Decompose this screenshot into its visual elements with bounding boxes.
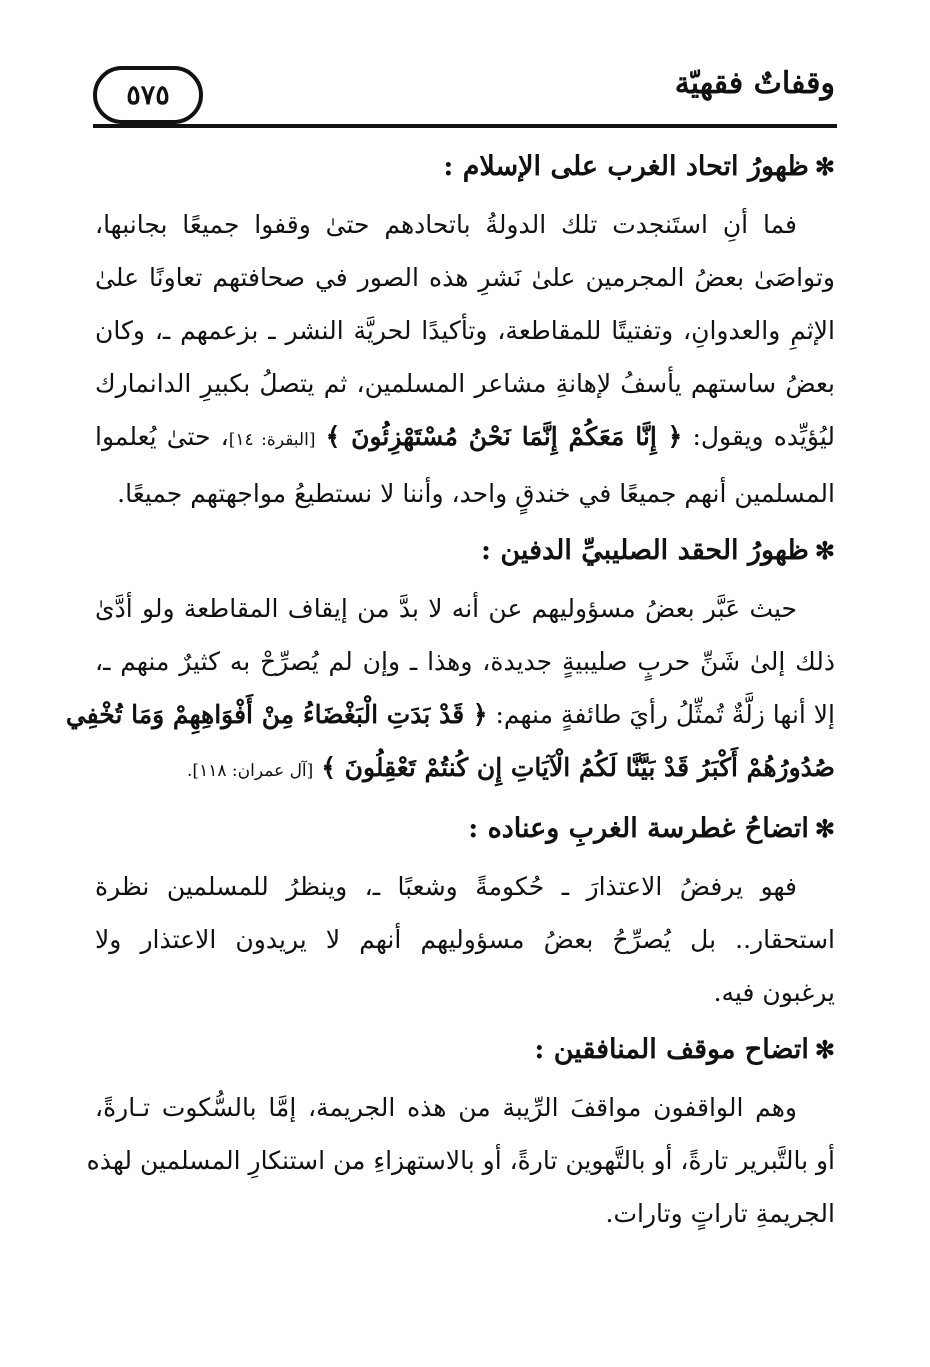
text-line: المسلمين أنهم جميعًا في خندقٍ واحد، وأننا لا نستطيعُ مواجهتهم جميعًا. [117, 479, 835, 508]
asterisk-icon: ✻ [814, 814, 835, 843]
page-number: ٥٧٥ [126, 79, 170, 111]
text-line: إلا أنها زلَّةٌ تُمثِّلُ رأيَ طائفةٍ منهم: ﴿ قَدْ بَدَتِ الْبَغْضَاءُ مِنْ أَفْوَاهِهِمْ وَمَا تُخْفِي [65, 700, 835, 729]
text-line: وتواصَىٰ بعضُ المجرمين علىٰ نَشرِ هذه الصور في صحافتهم تعاونًا علىٰ [95, 263, 835, 292]
text-line: استحقار.. بل يُصرِّحُ بعضُ مسؤوليهم أنهم لا يريدون الاعتذار ولا [95, 925, 835, 954]
quran-verse: صُدُورُهُمْ أَكْبَرُ قَدْ بَيَّنَّا لَكُمُ الْآيَاتِ إِن كُنتُمْ تَعْقِلُونَ ﴾ [321, 753, 835, 782]
text-line: ليُؤيِّده ويقول: ﴿ إِنَّا مَعَكُمْ إِنَّمَا نَحْنُ مُسْتَهْزِئُونَ ﴾ [البقرة: ١٤]، حتىٰ يُعلموا [95, 422, 835, 451]
text-line: فهو يرفضُ الاعتذارَ ـ حُكومةً وشعبًا ـ، وينظرُ للمسلمين نظرة [95, 872, 797, 901]
asterisk-icon: ✻ [814, 1035, 835, 1064]
section-paragraph [95, 860, 835, 1019]
section-heading: ✻ظهورُ اتحاد الغرب على الإسلام : [443, 151, 835, 182]
running-title: وقفاتٌ فقهيّة [674, 66, 835, 101]
page-body [65, 140, 835, 1244]
text-line: ذلك إلىٰ شَنِّ حربٍ صليبيةٍ جديدة، وهذا ـ وإن لم يُصرِّحْ به كثيرٌ منهم ـ، [95, 647, 835, 676]
text-line: الإثمِ والعدوانِ، وتفتيتًا للمقاطعة، وتأكيدًا لحريَّة النشر ـ بزعمهم ـ، وكان [95, 316, 835, 345]
section-heading: ✻اتضاح موقف المنافقين : [534, 1034, 835, 1065]
asterisk-icon: ✻ [814, 536, 835, 565]
page-number-badge [93, 66, 203, 124]
text-line: بعضُ ساستهم يأسفُ لإهانةِ مشاعر المسلمين، ثم يتصلُ بكبيرِ الدانمارك [95, 369, 835, 398]
text-line: وهم الواقفون مواقفَ الرِّيبة من هذه الجريمة، إمَّا بالسُّكوت تـارةً، [95, 1093, 797, 1122]
verse-reference: [البقرة: ١٤] [228, 430, 316, 450]
section-heading: ✻ظهورُ الحقد الصليبيِّ الدفين : [481, 535, 835, 566]
section-heading: ✻اتضاحُ غطرسة الغربِ وعناده : [468, 813, 835, 844]
section-paragraph [65, 582, 835, 798]
header-rule [93, 124, 837, 128]
text-line: الجريمةِ تاراتٍ وتارات. [605, 1199, 835, 1228]
section-paragraph [86, 1081, 835, 1240]
text-line: فما أنِ استَنجدت تلك الدولةُ باتحادهم حتىٰ وقفوا جميعًا بجانبها، [95, 210, 797, 239]
asterisk-icon: ✻ [814, 152, 835, 181]
quran-verse: ﴿ إِنَّا مَعَكُمْ إِنَّمَا نَحْنُ مُسْتَهْزِئُونَ ﴾ [325, 422, 683, 451]
quran-verse: ﴿ قَدْ بَدَتِ الْبَغْضَاءُ مِنْ أَفْوَاهِهِمْ وَمَا تُخْفِي [65, 700, 488, 729]
text-line: يرغبون فيه. [713, 978, 835, 1007]
text-line: حيث عَبَّر بعضُ مسؤوليهم عن أنه لا بدَّ من إيقاف المقاطعة ولو أدَّىٰ [95, 594, 797, 623]
text-line: أو بالتَّبرير تارةً، أو بالتَّهوين تارةً، أو بالاستهزاءِ من استنكارِ المسلمين لهذه [86, 1146, 835, 1175]
section-paragraph [95, 198, 835, 520]
text-line [95, 741, 835, 798]
verse-reference: [آل عمران: ١١٨]. [187, 761, 314, 781]
